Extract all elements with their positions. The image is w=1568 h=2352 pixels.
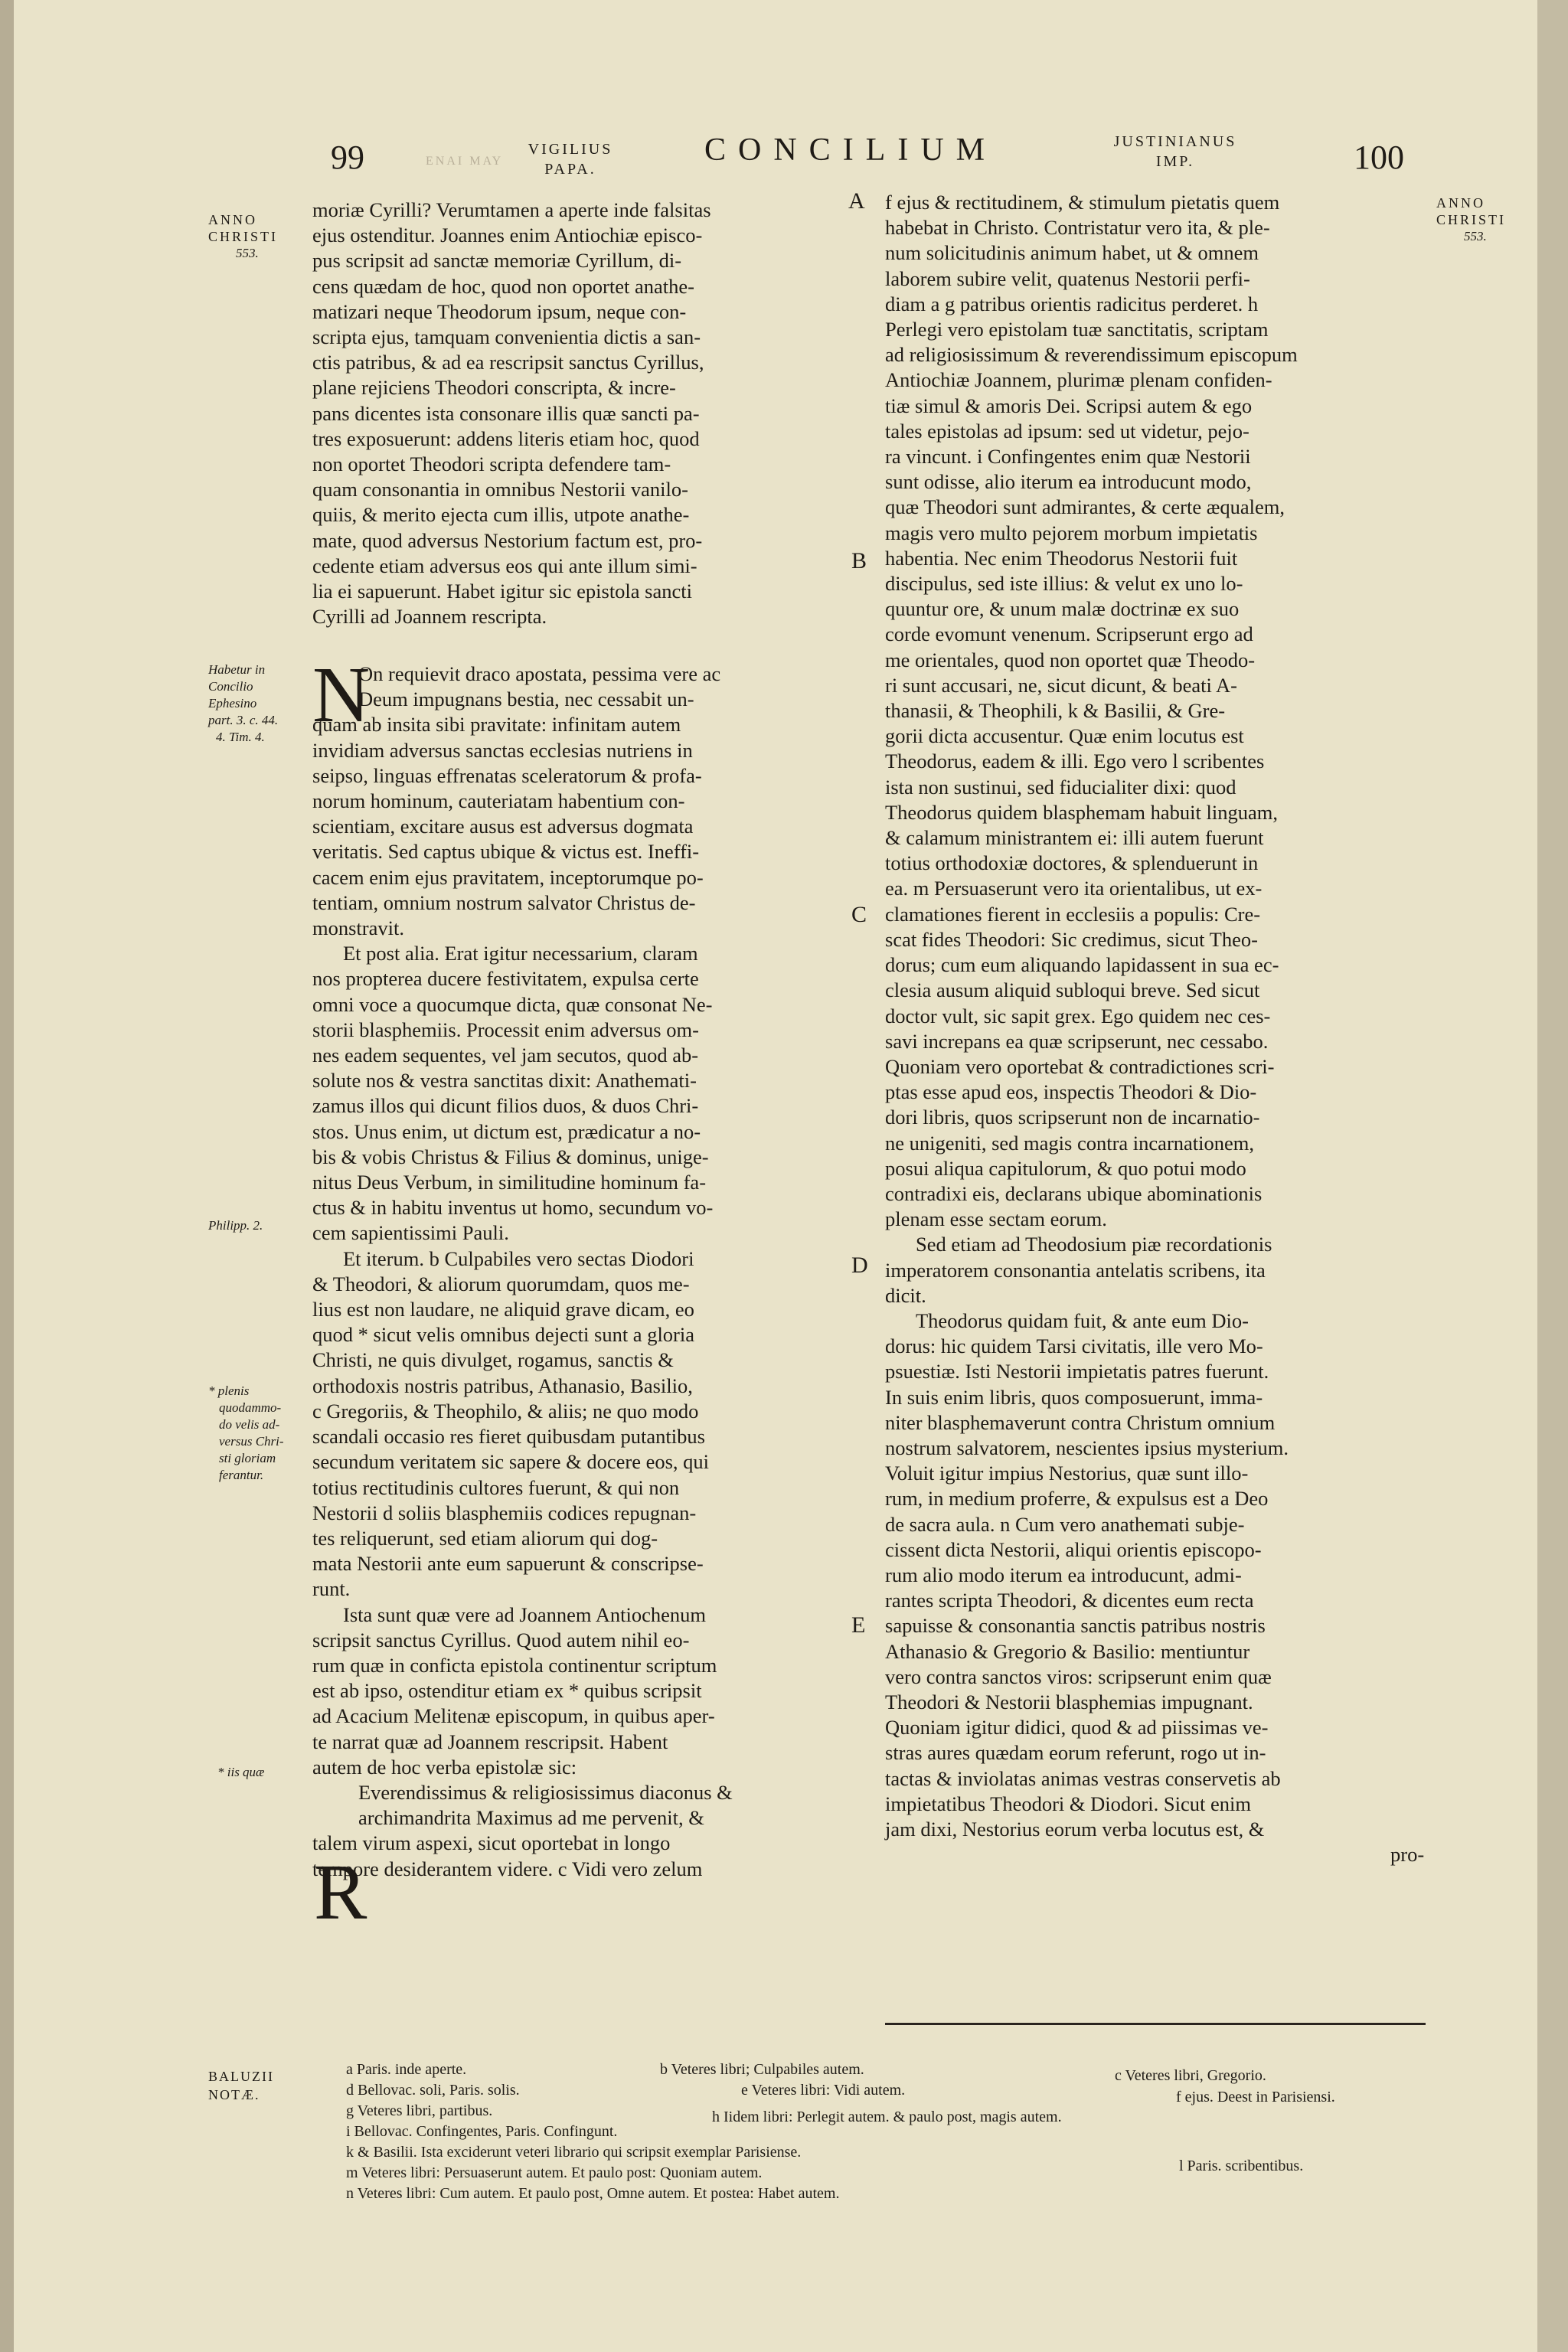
note-d: d Bellovac. soli, Paris. solis.	[346, 2082, 520, 2099]
running-title: CONCILIUM	[704, 132, 997, 168]
section-letter-a: A	[848, 188, 865, 214]
drop-cap-r: R	[314, 1848, 368, 1936]
note-a: a Paris. inde aperte.	[346, 2061, 467, 2078]
header-pope	[521, 139, 620, 179]
section-letter-e: E	[851, 1612, 866, 1638]
faint-header-text: ΕΝΑΙ ΜΑΥ	[426, 155, 504, 168]
note-b: b Veteres libri; Culpabiles autem.	[660, 2061, 864, 2078]
margin-anno-left	[208, 211, 278, 262]
header-emperor	[1095, 132, 1256, 172]
anno-label: ANNO	[208, 212, 257, 227]
note-c: c Veteres libri, Gregorio.	[1115, 2067, 1266, 2084]
left-column-block-2: On requievit draco apostata, pessima vere ac Deum impugnans bestia, nec cessabit un- quam ab insita sibi pravitate: infinitam autem invidiam adversus sanctas ecclesias nutriens in seipso, linguas effrenatas sceleratorum & profa- norum hominum, cauteriatam habentium con- scientiam, excitare ausus est adversus dogmata veritatis. Sed captus ubique & victus est. Ineffi- cacem enim ejus pravitatem, inceptorumque po- tentiam, omnium nostrum salvator Christus de- monstravit. Et post alia. Erat igitur necessarium, claram nos propterea ducere festivitatem, expulsa certe omni voce a quocumque dicta, quæ consonat Ne- storii blasphemiis. Processit enim adversus om- nes eadem sequentes, vel jam secutos, quod ab- solute nos & vestra sanctitas dixit: Anathemati- zamus illos qui dicunt filios duos, & duos Chri- stos. Unus enim, ut dictum est, prædicatur a no- bis & vobis Christus & Filius & dominus, unige- nitus Deus Verbum, in similitudine hominum fa- ctus & in habitu inventus ut homo, secundum vo- cem sapientissimi Pauli. Et iterum. b Culpabiles vero sectas Diodori & Theodori, & aliorum quorumdam, quos me- lius est non laudare, ne aliquid grave dicam, eo quod * sicut velis omnibus dejecti sunt a gloria Christi, ne quis divulget, rogamus, sanctis & orthodoxis nostris patribus, Athanasio, Basilio, c Gregoriis, & Theophilo, & aliis; ne quo modo scandali occasio res fieret quibusdam putantibus secundum veritatem sic sapere & docere eos, qui totius rectitudinis cultores fuerunt, & qui non Nestorii d soliis blasphemiis codices repugnan- tes reliquerunt, sed etiam aliorum qui dog- mata Nestorii ante eum sapuerunt & conscripse- runt. Ista sunt quæ vere ad Joannem Antiochenum scripsit sanctus Cyrillus. Quod autem nihil eo- rum quæ in conficta epistola continentur scriptum est ab ipso, ostenditur etiam ex * quibus scripsit ad Acacium Melitenæ episcopum, in quibus aper- te narrat quæ ad Joannem rescripsit. Habent autem de hoc verba epistolæ sic: Everendissimus & religiosissimus diaconus & archimandrita Maximus ad me pervenit, & talem virum aspexi, sicut oportebat in longo tempore desiderantem videre. c Vidi vero zelum	[312, 662, 733, 1880]
year-label: 553.	[236, 246, 259, 260]
header-pope-title: PAPA.	[544, 161, 596, 178]
note-g: g Veteres libri, partibus.	[346, 2102, 493, 2119]
christi-label: CHRISTI	[208, 229, 279, 244]
section-letter-c: C	[851, 902, 867, 927]
note-e: e Veteres libri: Vidi autem.	[741, 2082, 906, 2099]
margin-anno-right: ANNO CHRISTI 553.	[1436, 195, 1507, 243]
margin-note-philipp: Philipp. 2.	[208, 1218, 263, 1233]
page-left-edge	[0, 0, 14, 2352]
note-h: h Iidem libri: Perlegit autem. & paulo post, magis autem.	[712, 2109, 1062, 2125]
header-emperor-title: IMP.	[1155, 153, 1195, 170]
section-letter-b: B	[851, 548, 867, 573]
right-column: f ejus & rectitudinem, & stimulum pietatis quem habebat in Christo. Contristatur vero ita, & ple- num solicitudinis animum habet, ut & omnem laborem subire velit, quatenus Nestorii perfi- diam a g patribus orientis radicitus perderet. h Perlegi vero epistolam tuæ sanctitatis, scriptam ad religiosissimum & reverendissimum episcopum Antiochiæ Joannem, plurimæ plenam confiden- tiæ simul & amoris Dei. Scripsi autem & ego tales epistolas ad ipsum: sed ut videtur, pejo- ra vincunt. i Confingentes enim quæ Nestorii sunt odisse, alio iterum ea introducunt modo, quæ Theodori sunt admirantes, & certe æqualem, magis vero multo pejorem morbum impietatis habentia. Nec enim Theodorus Nestorii fuit discipulus, sed iste illius: & velut ex uno lo- quuntur ore, & unum malæ doctrinæ ex suo corde evomunt venenum. Scripserunt ergo ad me orientales, quod non oportet quæ Theodo- ri sunt accusari, ne, sicut dicunt, & beati A- thanasii, & Theophili, k & Basilii, & Gre- gorii dicta accusentur. Quæ enim locutus est Theodorus, eadem & illi. Ego vero l scribentes ista non sustinui, sed fiducialiter dixi: quod Theodorus quidem blasphemam habuit linguam, & calamum ministrantem ei: illi autem fuerunt totius orthodoxiæ doctores, & splenduerunt in ea. m Persuaserunt vero ita orientalibus, ut ex- clamationes fierent in ecclesiis a populis: Cre- scat fides Theodori: Sic credimus, sicut Theo- dorus; cum eum aliquando lapidassent in sua ec- clesia ausum aliquid subloqui breve. Sed sicut doctor vult, sic sapit grex. Ego quidem nec ces- savi increpans ea quæ scripserunt, nec cessabo. Quoniam vero oportebat & contradictiones scri- ptas esse apud eos, inspectis Theodori & Dio- dori libris, quos scripserunt non de incarnatio- ne unigeniti, sed magis contra incarnationem, posui aliqua capitulorum, & quo potui modo contradixi eis, declarans ubique abominationis plenam esse sectam eorum. Sed etiam ad Theodosium piæ recordationis imperatorem consonantia antelatis scribens, ita dicit. Theodorus quidam fuit, & ante eum Dio- dorus: hic quidem Tarsi civitatis, ille vero Mo- psuestiæ. Isti Nestorii impietatis patres fuerunt. In suis enim libris, quos composuerunt, imma- niter blasphemaverunt contra Christum omnium nostrum salvatorem, nescientes ipsius mysterium. Voluit igitur impius Nestorius, quæ sunt illo- rum, in medium proferre, & expulsus est a Deo de sacra aula. n Cum vero anathemati subje- cissent dicta Nestorii, aliqui orientis episcopo- rum alio modo iterum ea introducunt, admi- rantes scripta Theodori, & dicentes eum recta sapuisse & consonantia sanctis patribus nostris Athanasio & Gregorio & Basilio: mentiuntur vero contra sanctos viros: scripserunt enim quæ Theodori & Nestorii blasphemias impugnant. Quoniam igitur didici, quod & ad piissimas ve- stras aures quædam eorum referunt, rogo ut in- tactas & inviolatas animas vestras conservetis ab impietatibus Theodori & Diodori. Sicut enim jam dixi, Nestorius eorum verba locutus est, & pro-	[885, 191, 1425, 1867]
notes-divider	[885, 2023, 1426, 2025]
notes-label: BALUZII NOTÆ.	[208, 2069, 274, 2102]
left-column-block-1: moriæ Cyrilli? Verumtamen a aperte inde falsitas ejus ostenditur. Joannes enim Antiochiæ episco- pus scripsit ad sanctæ memoriæ Cyrillum, di- cens quædam de hoc, quod non oportet anathe- matizari neque Theodorum ipsum, neque con- scripta ejus, tamquam convenientia dictis a san- ctis patribus, & ad ea rescripsit sanctus Cyrillus, plane rejiciens Theodori conscripta, & incre- pans dicentes ista consonare illis quæ sancti pa- tres exposuerunt: addens literis etiam hoc, quod non oportet Theodori scripta defendere tam- quam consonantia in omnibus Nestorii vanilo- quiis, & merito ejecta cum illis, utpote anathe- mate, quod adversus Nestorium factum est, pro- cedente etiam adversus eos qui ante illum simi- lia ei sapuerunt. Habet igitur sic epistola sancti Cyrilli ad Joannem rescripta.	[312, 198, 711, 629]
note-i: i Bellovac. Confingentes, Paris. Confingunt.	[346, 2123, 618, 2140]
page-number-right: 100	[1354, 139, 1404, 176]
note-m: m Veteres libri: Persuaserunt autem. Et paulo post: Quoniam autem.	[346, 2164, 763, 2181]
note-l: l Paris. scribentibus.	[1179, 2158, 1304, 2174]
margin-note-iis: * iis quæ	[217, 1765, 265, 1779]
header-pope-name: VIGILIUS	[528, 141, 613, 158]
note-f: f ejus. Deest in Parisiensi.	[1176, 2089, 1335, 2105]
section-letter-d: D	[851, 1253, 868, 1278]
note-k: k & Basilii. Ista exciderunt veteri librario qui scripsit exemplar Parisiense.	[346, 2144, 802, 2161]
drop-cap-n: N	[312, 651, 371, 739]
note-n: n Veteres libri: Cum autem. Et paulo post, Omne autem. Et postea: Habet autem.	[346, 2185, 840, 2202]
header-emperor-name: JUSTINIANUS	[1113, 133, 1237, 150]
margin-note-plenis: * plenis quodammo- do velis ad- versus Chri- sti gloriam ferantur.	[208, 1383, 284, 1482]
margin-note-ephesus: Habetur in Concilio Ephesino part. 3. c. 44. 4. Tim. 4.	[208, 662, 279, 744]
page-number-left: 99	[331, 139, 364, 176]
page-right-edge	[1537, 0, 1568, 2352]
